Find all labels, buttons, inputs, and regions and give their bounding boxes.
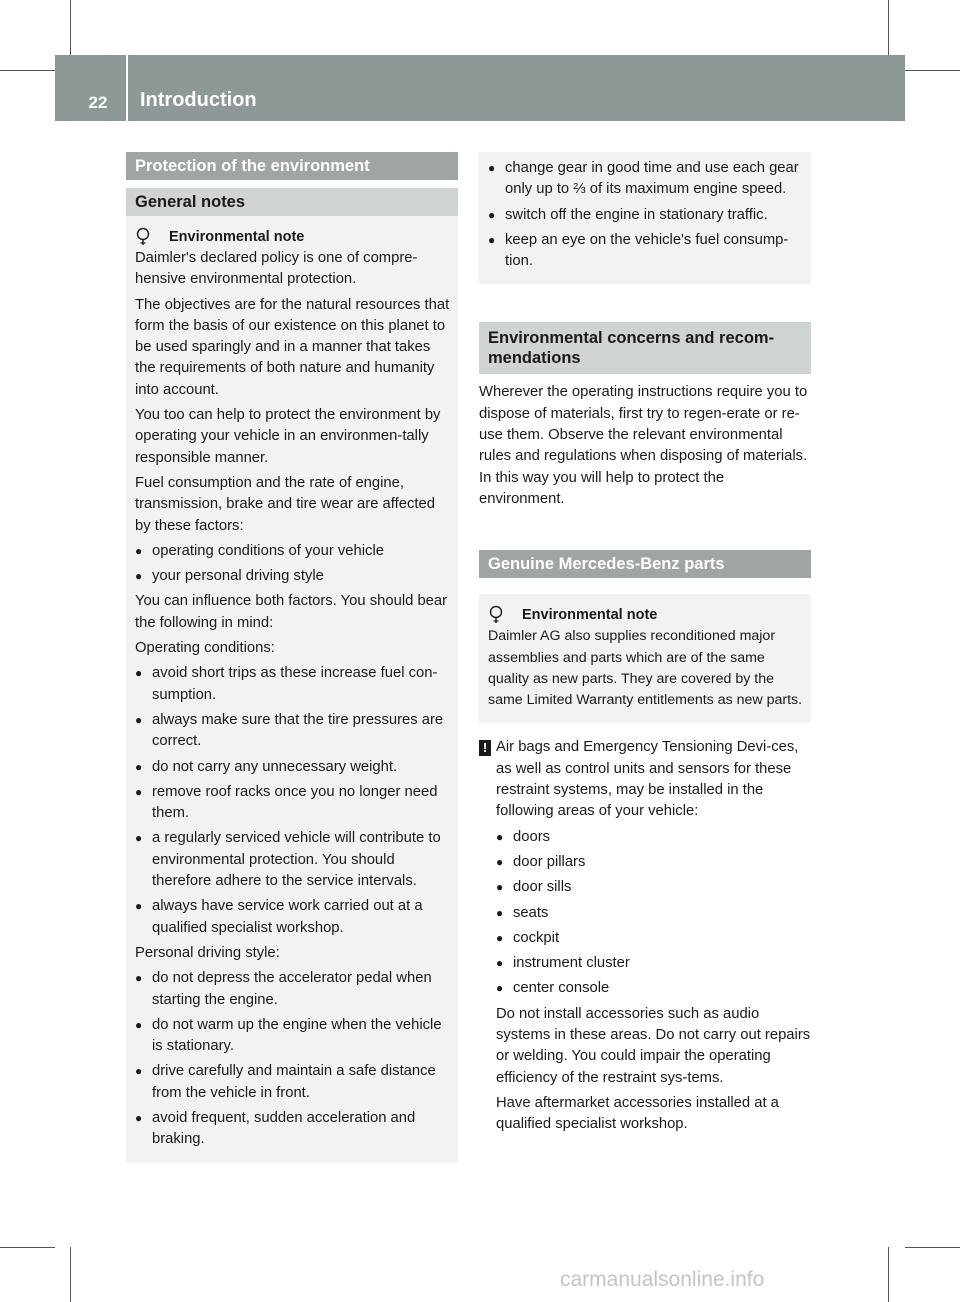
right-column [479,152,811,1140]
list-item: ● do not carry any unnecessary weight. [135,758,398,775]
list-item: ● always make sure that the tire pressures are correct. [135,711,444,750]
lightbulb-icon [135,227,151,247]
continued-note-panel [479,152,811,284]
paragraph: Fuel consumption and the rate of engine, transmission, brake and tire wear are affected by these factors: [135,474,435,534]
paragraph: You can influence both factors. You should bear the following in mind: [135,593,448,631]
crop-mark [905,70,960,71]
page-number: 22 [88,93,108,112]
list-item: ● do not depress the accelerator pedal when starting the engine. [135,970,432,1008]
concerns-paragraph: Wherever the operating instructions require you to dispose of materials, first try to regen-erate or re-use them. Observe the relevant environmental rules and regulations when disposing of materials. In this way you will help to protect the environment. [479,384,808,507]
crop-mark [905,1247,960,1248]
list-item: ● drive carefully and maintain a safe distance from the vehicle in front. [135,1063,436,1101]
note-heading: Environmental note [135,226,450,248]
list-item: ● cockpit [496,929,560,946]
section-heading: Protection of the environment [126,152,458,180]
subsection-heading: General notes [126,188,458,216]
list-item: ● avoid short trips as these increase fuel con-sumption. [135,665,438,703]
driving-list [135,968,450,1150]
list-item: ● keep an eye on the vehicle's fuel consump-tion. [488,231,789,270]
note-heading: Environmental note [488,604,803,626]
paragraph: The objectives are for the natural resources that form the basis of our existence on this planet to be used sparingly and in a manner that takes the requirements of both nature and humanity into account. [135,296,450,398]
list-item: ● remove roof racks once you no longer need them. [135,783,438,822]
areas-list [496,827,811,1000]
crop-mark [888,1247,889,1302]
list-item: ● center console [496,980,610,997]
section-title: Introduction [140,89,257,111]
lightbulb-icon [488,605,504,625]
list-item: ● always have service work carried out at a qualified specialist workshop. [135,898,423,936]
paragraph: Do not install accessories such as audio systems in these areas. Do not carry out repairs or welding. You could impair the operating efficiency of the restraint sys-tems. [496,1005,811,1086]
operating-list [135,663,450,939]
paragraph: Personal driving style: [135,944,280,961]
list-item: ● do not warm up the engine when the vehicle is stationary. [135,1016,442,1055]
environmental-note-panel [126,216,458,1163]
parts-note-panel [479,594,811,723]
list-item: ● doors [496,828,551,845]
list-item: ● avoid frequent, sudden acceleration and braking. [135,1109,416,1148]
factor-list [135,541,450,588]
list-item: ● door sills [496,879,572,896]
crop-mark [70,0,71,55]
list-item: ● instrument cluster [496,955,630,972]
watermark: carmanualsonline.info [560,1268,765,1291]
concerns-heading: Environmental concerns and recom-mendations [479,322,811,374]
continued-list [488,158,803,272]
header-divider [126,55,128,121]
paragraph: Have aftermarket accessories installed at a qualified specialist workshop. [496,1094,779,1133]
crop-mark [888,0,889,55]
crop-mark [0,70,55,71]
paragraph: Air bags and Emergency Tensioning Devi-ces, as well as control units and sensors for these restraint systems, may be installed in the following areas of your vehicle: [496,739,799,820]
list-item: ● a regularly serviced vehicle will contribute to environmental protection. You should therefore adhere to the service intervals. [135,830,441,890]
list-item: ● seats [496,904,549,921]
left-column [126,152,458,1163]
list-item: ● switch off the engine in stationary traffic. [488,206,768,223]
crop-mark [70,1247,71,1302]
list-item: ● operating conditions of your vehicle [135,542,384,559]
parts-heading: Genuine Mercedes-Benz parts [479,550,811,578]
page-header [55,55,905,121]
paragraph: You too can help to protect the environment by operating your vehicle in an environmen-tally responsible manner. [135,407,441,466]
exclamation-icon: ! [479,740,491,756]
crop-mark [0,1247,55,1248]
list-item: ● your personal driving style [135,568,324,585]
paragraph: Daimler AG also supplies reconditioned major assemblies and parts which are of the same quality as new parts. They are covered by the same Limited Warranty entitlements as new parts. [488,628,803,709]
list-item: ● change gear in good time and use each gear only up to ⅔ of its maximum engine speed. [488,160,799,198]
paragraph: Daimler's declared policy is one of compre-hensive environmental protection. [135,250,418,288]
warning-block [479,737,811,1135]
list-item: ● door pillars [496,853,586,870]
paragraph: Operating conditions: [135,640,275,657]
